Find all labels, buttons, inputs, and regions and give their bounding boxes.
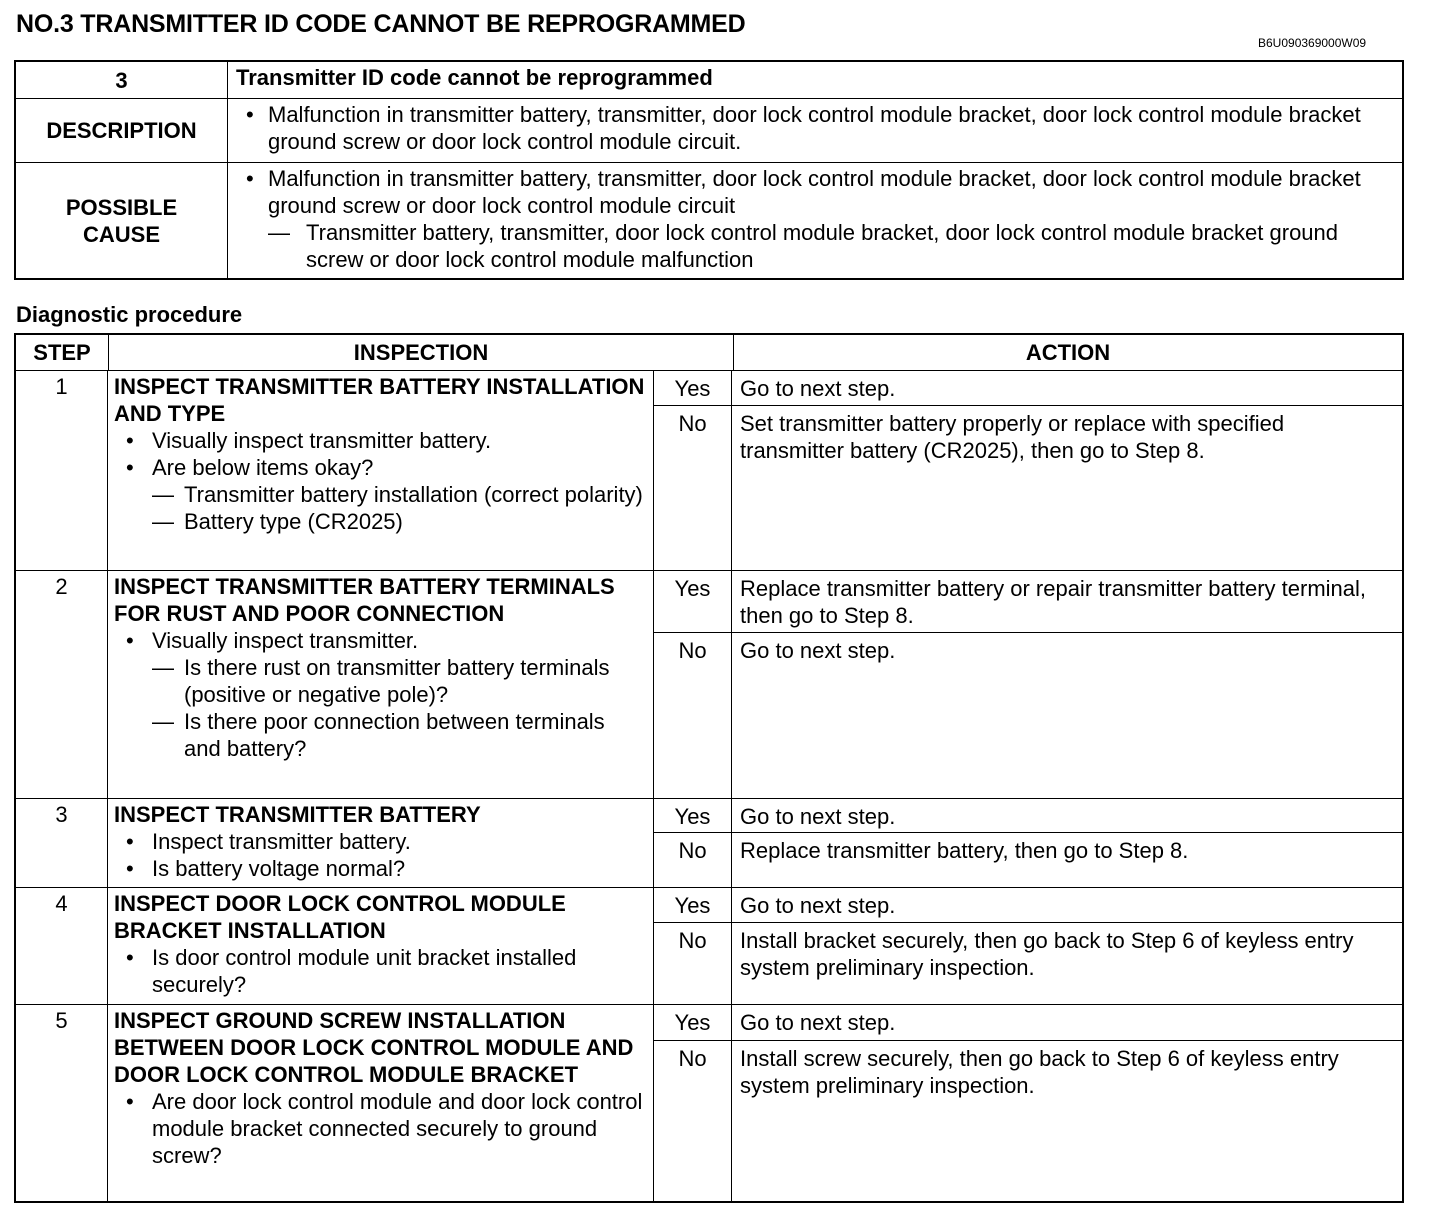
no-action: Install bracket securely, then go back to Step 6 of keyless entry system preliminary inspection.: [740, 928, 1354, 980]
step-row: [16, 798, 1402, 887]
step-row: [16, 887, 1402, 1004]
yes-row: [654, 571, 1402, 632]
inspection-cell: [108, 571, 654, 798]
inspection-title: INSPECT TRANSMITTER BATTERY TERMINALS FOR RUST AND POOR CONNECTION: [114, 574, 615, 626]
inspection-bullet: • Are door lock control module and door lock control module bracket connected securely to ground screw?: [114, 1088, 647, 1169]
step-row: [16, 371, 1402, 570]
yes-row: [654, 1005, 1402, 1040]
inspection-subitem: — Battery type (CR2025): [152, 509, 403, 534]
no-label: No: [654, 923, 732, 1004]
yes-action: Go to next step.: [740, 804, 896, 829]
yes-label: Yes: [654, 571, 732, 632]
yes-action: Go to next step.: [740, 376, 896, 401]
step-number: 3: [16, 799, 108, 887]
yes-label: Yes: [654, 799, 732, 832]
inspection-bullet: • Visually inspect transmitter battery.: [114, 427, 647, 454]
possible-cause-detail: — Transmitter battery, transmitter, door lock control module bracket, door lock control module bracket ground screw or door lock control module malfunction: [268, 220, 1339, 272]
yes-row: [654, 888, 1402, 922]
inspection-cell: [108, 888, 654, 1004]
inspection-title: INSPECT TRANSMITTER BATTERY INSTALLATION AND TYPE: [114, 374, 645, 426]
header-inspection: INSPECTION: [109, 335, 734, 370]
document-code: B6U090369000W09: [1258, 36, 1367, 50]
inspection-cell: [108, 371, 654, 570]
no-action: Go to next step.: [740, 638, 896, 663]
action-cell: [654, 799, 1402, 887]
inspection-title: INSPECT GROUND SCREW INSTALLATION BETWEEN DOOR LOCK CONTROL MODULE AND DOOR LOCK CONTROL MODULE BRACKET: [114, 1008, 634, 1087]
inspection-title: INSPECT DOOR LOCK CONTROL MODULE BRACKET INSTALLATION: [114, 891, 566, 943]
step-row: [16, 1004, 1402, 1201]
inspection-cell: [108, 799, 654, 887]
action-cell: [654, 1005, 1402, 1201]
description-text: • Malfunction in transmitter battery, transmitter, door lock control module bracket, door lock control module bracket ground screw or door lock control module circuit.: [236, 101, 1394, 155]
no-label: No: [654, 406, 732, 570]
no-action: Set transmitter battery properly or replace with specified transmitter battery (CR2025), then go to Step 8.: [740, 411, 1285, 463]
page-title: NO.3 TRANSMITTER ID CODE CANNOT BE REPROGRAMMED: [16, 10, 746, 38]
action-cell: [654, 888, 1402, 1004]
no-row: [654, 922, 1402, 1004]
action-cell: [654, 571, 1402, 798]
no-label: No: [654, 1041, 732, 1201]
inspection-subitem: — Is there poor connection between terminals and battery?: [152, 709, 605, 761]
no-row: [654, 832, 1402, 887]
yes-action: Replace transmitter battery or repair transmitter battery terminal, then go to Step 8.: [740, 576, 1367, 628]
table-header: [16, 335, 1402, 371]
step-number: 4: [16, 888, 108, 1004]
step-row: [16, 570, 1402, 798]
trouble-number: 3: [16, 62, 228, 98]
step-number: 5: [16, 1005, 108, 1201]
yes-label: Yes: [654, 1005, 732, 1040]
description-label: DESCRIPTION: [16, 99, 228, 162]
procedure-heading: Diagnostic procedure: [16, 302, 243, 327]
inspection-subitem: — Is there rust on transmitter battery terminals (positive or negative pole)?: [152, 655, 610, 707]
no-row: [654, 1040, 1402, 1201]
yes-row: [654, 371, 1402, 405]
step-number: 1: [16, 371, 108, 570]
header-action: ACTION: [1025, 340, 1111, 365]
inspection-title: INSPECT TRANSMITTER BATTERY: [114, 802, 481, 827]
yes-action: Go to next step.: [740, 893, 896, 918]
no-row: [654, 405, 1402, 570]
header-step: STEP: [16, 335, 109, 370]
yes-label: Yes: [654, 888, 732, 922]
yes-label: Yes: [654, 371, 732, 405]
no-label: No: [654, 633, 732, 798]
summary-table: [14, 60, 1404, 280]
no-action: Install screw securely, then go back to Step 6 of keyless entry system preliminary inspection.: [740, 1046, 1339, 1098]
inspection-bullet: • Visually inspect transmitter.: [114, 627, 647, 654]
action-cell: [654, 371, 1402, 570]
inspection-bullet: • Inspect transmitter battery.: [114, 828, 647, 855]
inspection-bullet: • Is battery voltage normal?: [114, 855, 647, 882]
step-number: 2: [16, 571, 108, 798]
inspection-bullet: • Is door control module unit bracket installed securely?: [114, 944, 647, 998]
no-label: No: [654, 833, 732, 887]
no-action: Replace transmitter battery, then go to Step 8.: [740, 838, 1189, 863]
inspection-cell: [108, 1005, 654, 1201]
inspection-bullet: • Are below items okay?: [114, 454, 647, 481]
yes-action: Go to next step.: [740, 1010, 896, 1035]
trouble-heading: Transmitter ID code cannot be reprogrammed: [236, 65, 713, 90]
possible-cause-text: • Malfunction in transmitter battery, transmitter, door lock control module bracket, door lock control module bracket ground screw or door lock control module circuit: [236, 165, 1394, 219]
inspection-subitem: — Transmitter battery installation (correct polarity): [152, 482, 643, 507]
diagnostic-procedure-table: [14, 333, 1404, 1203]
possible-cause-label: POSSIBLE CAUSE: [16, 163, 228, 278]
yes-row: [654, 799, 1402, 832]
no-row: [654, 632, 1402, 798]
